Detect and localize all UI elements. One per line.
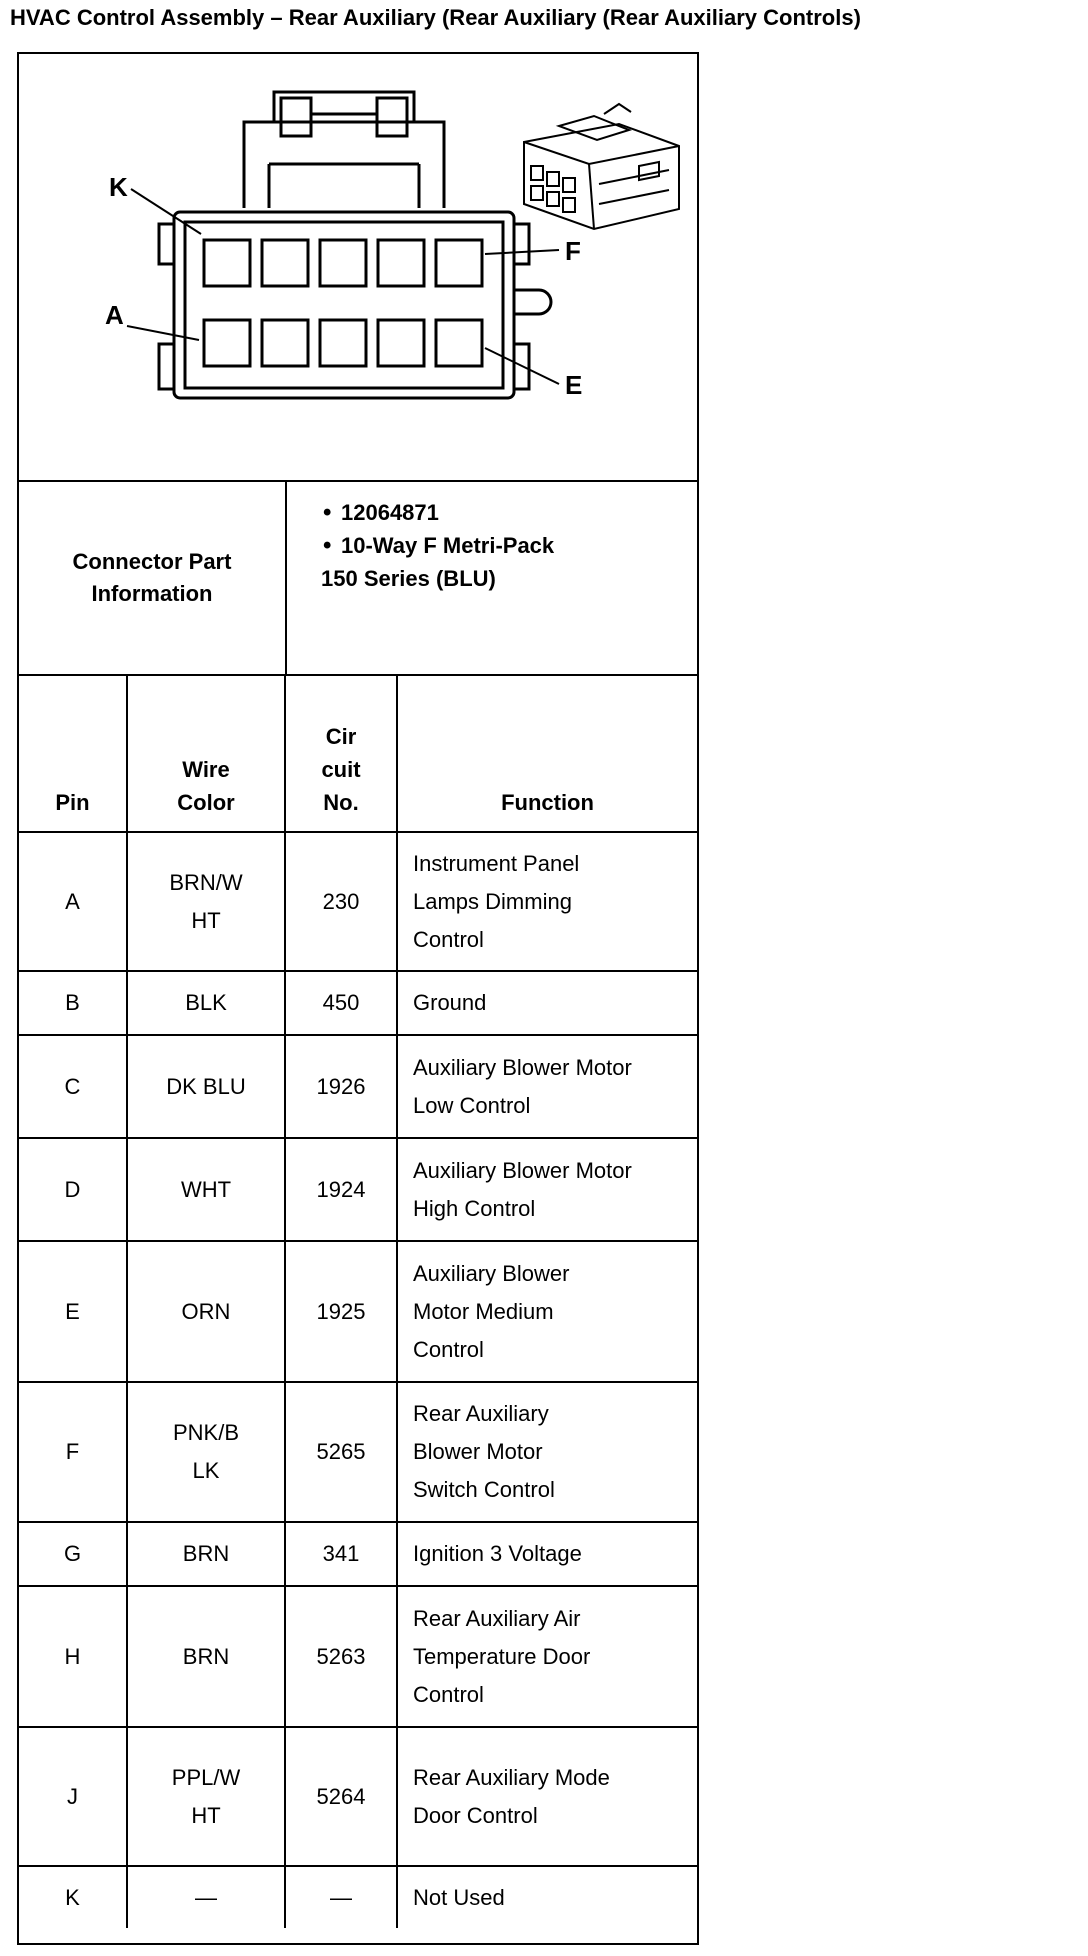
connector-part-info-values [303,496,683,595]
pinout-table [19,676,697,1928]
header-circuit-no: Cir cuit No. [285,676,397,832]
table-row [19,1866,697,1928]
table-row [19,1727,697,1866]
function-cell: Ground [397,971,697,1035]
function-cell: Rear Auxiliary Air Temperature Door Control [397,1586,697,1727]
page-title: HVAC Control Assembly – Rear Auxiliary (Rear Auxiliary (Rear Auxiliary Controls) [10,5,861,30]
table-row [19,832,697,971]
table-row [19,1586,697,1727]
table-row [19,1241,697,1382]
function-cell: Rear Auxiliary Mode Door Control [397,1727,697,1866]
function-cell: Not Used [397,1866,697,1928]
connector-part-info [19,482,697,676]
pin-cell: D [19,1138,127,1241]
circuit-cell: 230 [285,832,397,971]
header-pin: Pin [19,676,127,832]
function-cell: Auxiliary Blower Motor High Control [397,1138,697,1241]
wire-color-cell: BRN [127,1522,285,1586]
wire-color-cell: ORN [127,1241,285,1382]
wire-color-cell: BLK [127,971,285,1035]
function-cell: Rear Auxiliary Blower Motor Switch Control [397,1382,697,1522]
cavity-row-top [204,240,482,286]
callout-a: A [105,300,124,330]
wire-color-cell: PPL/W HT [127,1727,285,1866]
pin-cell: E [19,1241,127,1382]
table-row [19,971,697,1035]
part-number: • 12064871 [303,496,683,529]
pin-cell: H [19,1586,127,1727]
connector-face-drawing [19,54,697,480]
function-cell: Auxiliary Blower Motor Low Control [397,1035,697,1138]
wire-color-cell: PNK/B LK [127,1382,285,1522]
circuit-cell: 1925 [285,1241,397,1382]
pin-cell: J [19,1727,127,1866]
pin-cell: A [19,832,127,971]
wire-color-cell: BRN/W HT [127,832,285,971]
callout-f: F [565,236,581,266]
pin-cell: F [19,1382,127,1522]
table-row [19,1522,697,1586]
header-function: Function [397,676,697,832]
connector-iso-thumbnail [524,104,679,229]
wire-color-cell: BRN [127,1586,285,1727]
circuit-cell: 5263 [285,1586,397,1727]
pin-cell: C [19,1035,127,1138]
circuit-cell: 5265 [285,1382,397,1522]
header-wire-color: Wire Color [127,676,285,832]
table-row [19,1382,697,1522]
circuit-cell: 5264 [285,1727,397,1866]
circuit-cell: 341 [285,1522,397,1586]
table-row [19,1035,697,1138]
pinout-header-row [19,676,697,832]
table-row [19,1138,697,1241]
callout-e: E [565,370,583,400]
pin-cell: B [19,971,127,1035]
wire-color-cell: DK BLU [127,1035,285,1138]
function-cell: Auxiliary Blower Motor Medium Control [397,1241,697,1382]
callout-k: K [109,172,128,202]
function-cell: Ignition 3 Voltage [397,1522,697,1586]
circuit-cell: 1926 [285,1035,397,1138]
pin-cell: G [19,1522,127,1586]
cavity-row-bottom [204,320,482,366]
circuit-cell: 450 [285,971,397,1035]
circuit-cell: 1924 [285,1138,397,1241]
wire-color-cell: WHT [127,1138,285,1241]
connector-type: • 10-Way F Metri-Pack [303,529,683,562]
connector-part-info-label: Connector Part Information [19,482,287,674]
pin-cell: K [19,1866,127,1928]
connector-table-frame [17,52,699,1945]
connector-diagram [19,54,697,482]
circuit-cell: — [285,1866,397,1928]
connector-series: 150 Series (BLU) [321,566,496,591]
function-cell: Instrument Panel Lamps Dimming Control [397,832,697,971]
wire-color-cell: — [127,1866,285,1928]
